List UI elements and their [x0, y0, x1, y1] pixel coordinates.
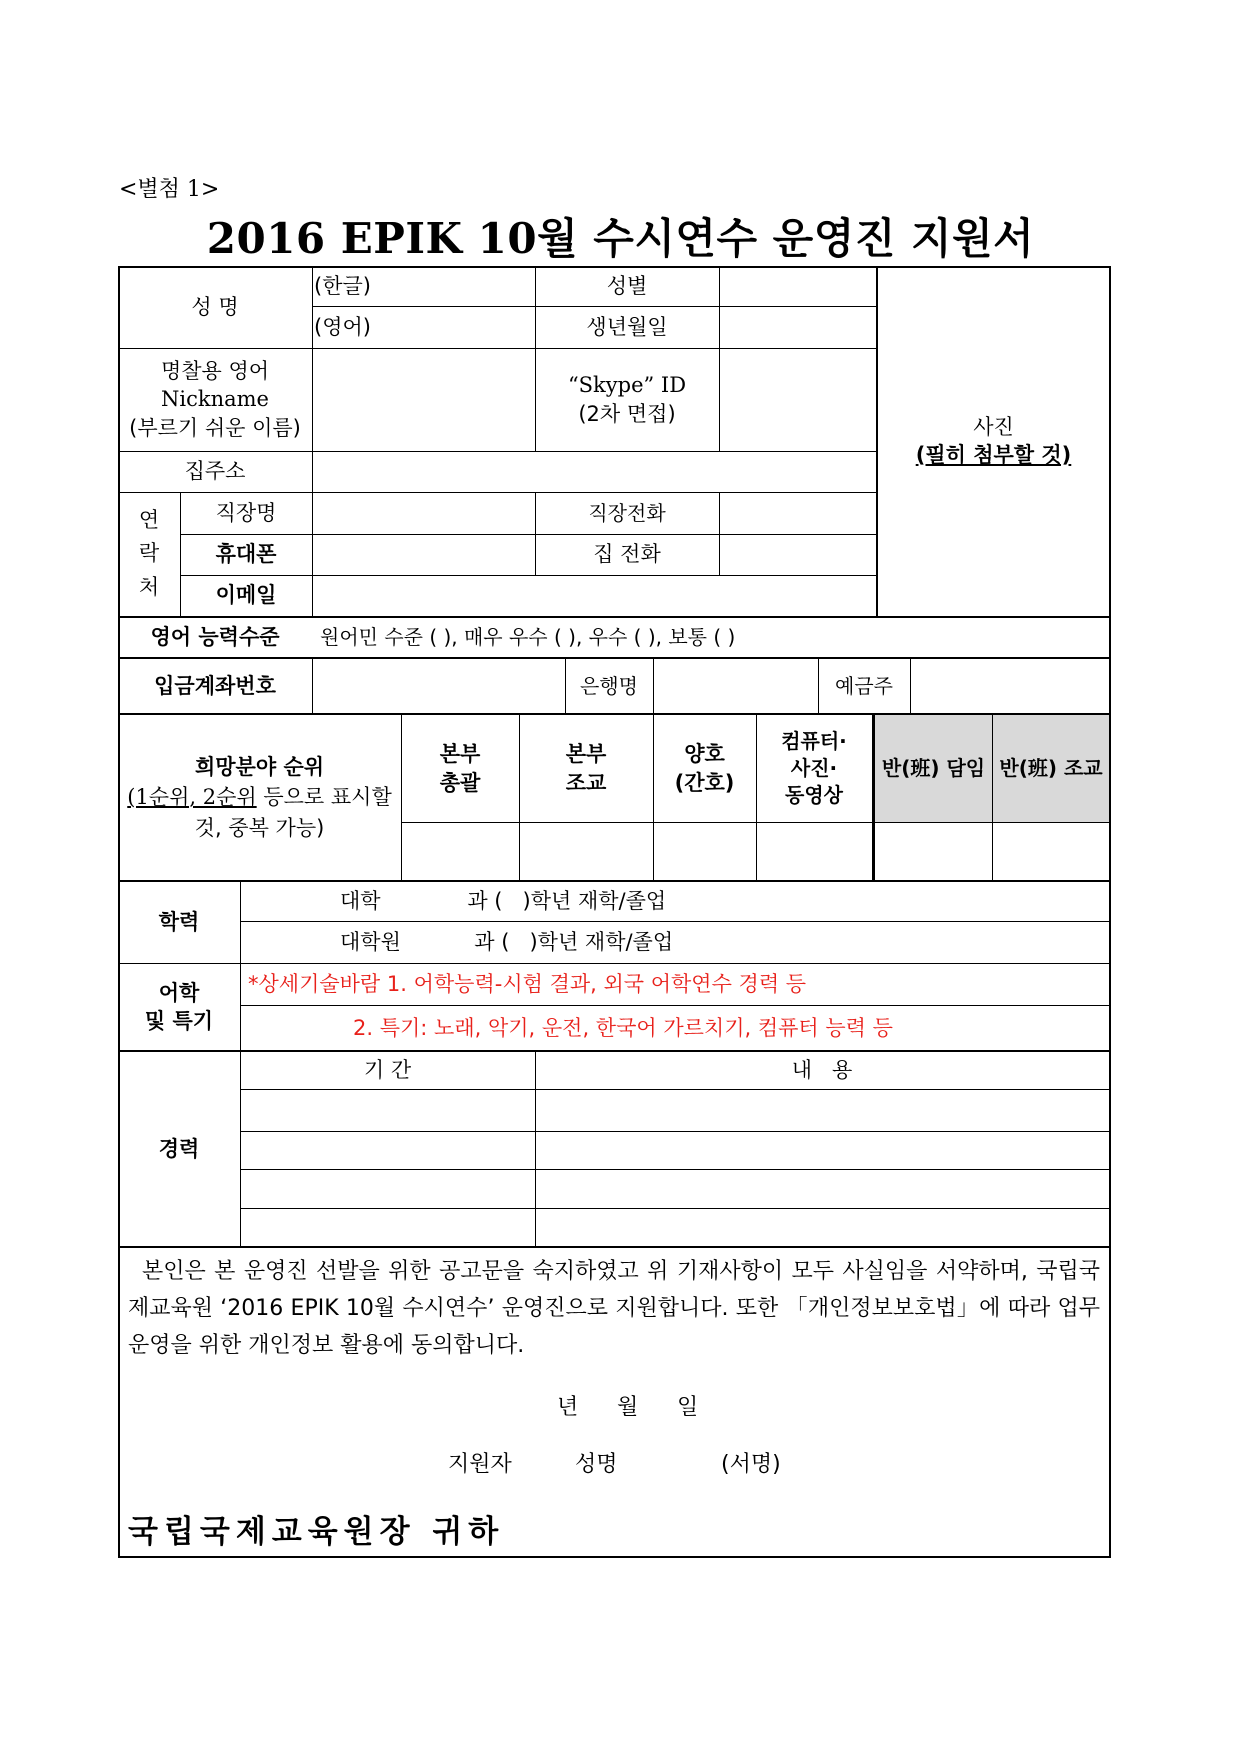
date-day-label: 일: [677, 1395, 699, 1420]
pref-header-hq-general: [401, 715, 519, 822]
pref-header-nursing: [653, 715, 756, 822]
mobile-field[interactable]: [312, 534, 535, 575]
photo-label: 사진: [973, 414, 1014, 439]
pref-header-media-line2: 사진·: [790, 756, 838, 780]
career-period-field[interactable]: [240, 1090, 535, 1131]
nickname-field[interactable]: [312, 348, 535, 451]
account-label: 입금계좌번호: [154, 673, 276, 698]
korean-name-label: (한글): [314, 273, 371, 298]
recipient: 국립국제교육원장 귀하: [128, 1514, 505, 1550]
pref-header-hq-assistant-line2: 조교: [565, 770, 607, 795]
nickname-label: [118, 348, 312, 451]
nickname-label-line2: Nickname: [161, 387, 269, 412]
address-label: 집주소: [184, 459, 246, 484]
education-graduate[interactable]: 대학원 과 ( )학년 재학/졸업: [340, 930, 674, 955]
mobile-label: 휴대폰: [215, 542, 277, 567]
work-name-field[interactable]: [312, 492, 535, 534]
pref-header-hq-general-line2: 총괄: [439, 770, 481, 795]
nickname-label-line3: (부르기 쉬운 이름): [129, 415, 301, 440]
career-content-header: 내 용: [791, 1058, 853, 1083]
pref-header-hq-assistant-line1: 본부: [565, 742, 607, 767]
pref-header-homeroom: 반(班) 담임: [881, 756, 986, 780]
pledge-statement: 본인은 본 운영진 선발을 위한 공고문을 숙지하였고 위 기재사항이 모두 사실임을 서약하며, 국립국제교육원 ‘2016 EPIK 10월 수시연수’ 운영진으로 지원합니다. 또한 「개인정보보호법」에 따라 업무 운영을 위한 개인정보 활용에 동의합니다.: [128, 1259, 1100, 1358]
contact-label: [118, 492, 180, 616]
career-content-field[interactable]: [535, 1132, 1109, 1169]
pref-header-media-line3: 동영상: [785, 783, 843, 807]
career-period-field[interactable]: [240, 1170, 535, 1208]
work-phone-field[interactable]: [719, 492, 876, 534]
preference-label-line1: 희망분야 순위: [194, 754, 325, 779]
skills-label-line2: 및 특기: [144, 1009, 214, 1033]
skype-label-line2: (2차 면접): [578, 401, 676, 426]
pref-rank-homeroom[interactable]: [875, 823, 992, 880]
education-label: 학력: [158, 910, 200, 935]
home-phone-label: 집 전화: [593, 542, 661, 567]
education-university[interactable]: 대학 과 ( )학년 재학/졸업: [340, 889, 667, 914]
skills-label-line1: 어학: [158, 980, 200, 1005]
pref-rank-class-assistant[interactable]: [993, 823, 1109, 880]
pref-rank-media[interactable]: [756, 823, 872, 880]
pref-rank-hq-assistant[interactable]: [519, 823, 653, 880]
pref-rank-nursing[interactable]: [653, 823, 756, 880]
photo-note: (필히 첨부할 것): [915, 443, 1072, 467]
contact-label-char1: 연: [138, 507, 160, 532]
holder-label: 예금주: [835, 673, 893, 698]
english-name-label: (영어): [314, 314, 371, 339]
birthdate-field[interactable]: [719, 306, 876, 348]
english-level-label: 영어 능력수준: [150, 625, 280, 650]
career-content-field[interactable]: [535, 1209, 1109, 1246]
career-period-field[interactable]: [240, 1209, 535, 1246]
contact-label-char2: 락: [138, 541, 160, 566]
career-period-field[interactable]: [240, 1132, 535, 1169]
address-field[interactable]: [312, 451, 876, 492]
career-period-header: 기 간: [363, 1058, 412, 1083]
work-phone-label: 직장전화: [588, 500, 666, 525]
pref-header-hq-assistant: [519, 715, 653, 822]
email-label: 이메일: [215, 583, 277, 608]
pref-header-class-assistant: 반(班) 조교: [999, 756, 1103, 780]
skills-label: [118, 964, 240, 1050]
photo-box[interactable]: [878, 266, 1109, 616]
preference-rank-example: (1순위, 2순위: [127, 785, 257, 810]
skype-label: [535, 348, 719, 451]
signature-label[interactable]: (서명): [721, 1452, 781, 1477]
skills-note-language[interactable]: *상세기술바람 1. 어학능력-시험 결과, 외국 어학연수 경력 등: [248, 972, 807, 997]
skype-field[interactable]: [719, 348, 876, 451]
preference-label-line2-rest: 등으로 표시할: [256, 785, 392, 810]
email-field[interactable]: [312, 575, 876, 616]
attachment-label: <별첨 1>: [119, 177, 220, 202]
pref-header-media-line1: 컴퓨터·: [781, 729, 847, 753]
bank-field[interactable]: [653, 659, 818, 713]
date-month-label: 월: [617, 1395, 639, 1420]
skype-label-line1: “Skype” ID: [567, 373, 687, 398]
bank-label: 은행명: [580, 673, 638, 698]
gender-label: 성별: [606, 273, 648, 298]
preference-label-line3: 것, 중복 가능): [194, 815, 325, 840]
pref-rank-hq-general[interactable]: [401, 823, 519, 880]
date-year-label: 년: [557, 1395, 579, 1420]
pref-header-media: [756, 715, 872, 822]
career-label: 경력: [158, 1136, 200, 1161]
career-content-field[interactable]: [535, 1170, 1109, 1208]
contact-label-char3: 처: [138, 574, 160, 599]
applicant-name-label: 성명: [575, 1452, 618, 1477]
page-title: 2016 EPIK 10월 수시연수 운영진 지원서: [206, 214, 1035, 263]
pref-header-nursing-line1: 양호: [684, 742, 725, 767]
skills-note-talents[interactable]: 2. 특기: 노래, 악기, 운전, 한국어 가르치기, 컴퓨터 능력 등: [353, 1015, 893, 1040]
work-name-label: 직장명: [215, 500, 277, 525]
gender-field[interactable]: [719, 266, 876, 306]
applicant-label: 지원자: [448, 1452, 512, 1477]
home-phone-field[interactable]: [719, 534, 876, 575]
nickname-label-line1: 명찰용 영어: [160, 358, 270, 383]
preference-label-line2: [127, 782, 392, 812]
preference-label: [118, 715, 401, 880]
holder-field[interactable]: [910, 659, 1109, 713]
english-level-options[interactable]: 원어민 수준 ( ), 매우 우수 ( ), 우수 ( ), 보통 ( ): [320, 625, 736, 649]
career-content-field[interactable]: [535, 1090, 1109, 1131]
pref-header-hq-general-line1: 본부: [439, 742, 481, 767]
birthdate-label: 생년월일: [586, 314, 668, 339]
name-label: 성 명: [191, 294, 239, 319]
pref-header-nursing-line2: (간호): [674, 770, 735, 795]
account-number-field[interactable]: [312, 659, 565, 713]
